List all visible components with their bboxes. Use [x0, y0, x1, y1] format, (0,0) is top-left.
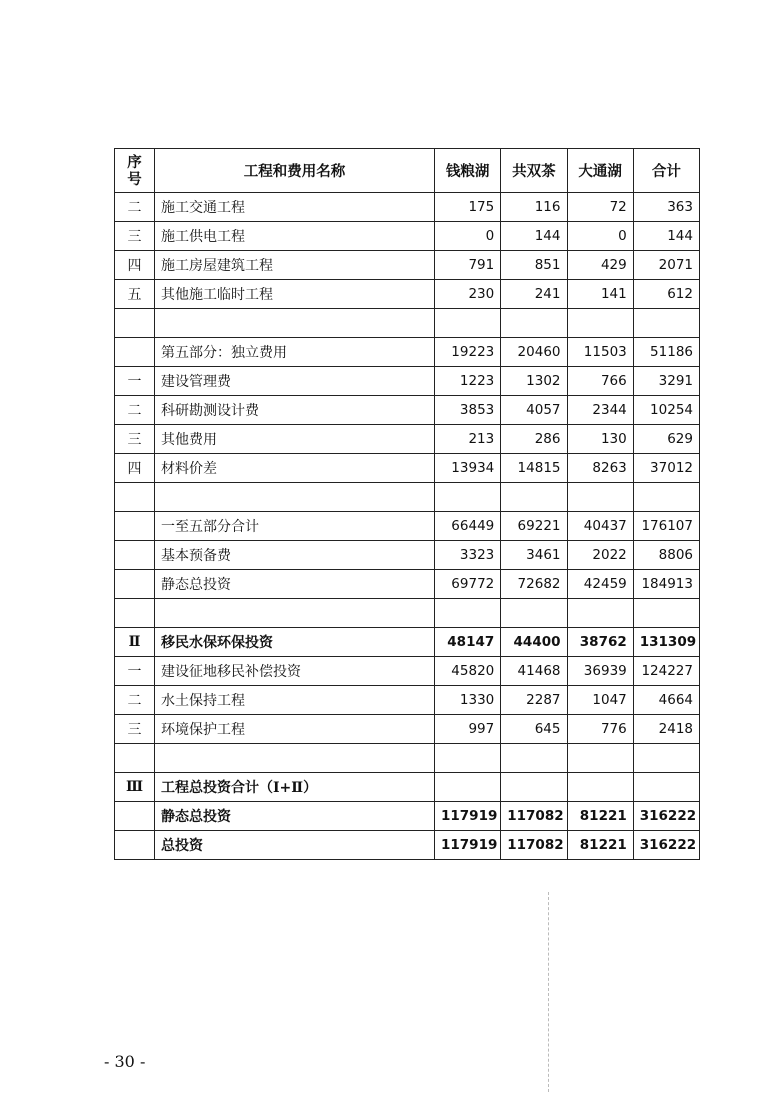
row-qianlianghu: 997 — [435, 715, 501, 744]
row-index — [115, 831, 155, 860]
row-qianlianghu: 13934 — [435, 454, 501, 483]
row-total: 4664 — [633, 686, 699, 715]
row-index — [115, 570, 155, 599]
row-name — [155, 483, 435, 512]
row-index — [115, 309, 155, 338]
row-name: 移民水保环保投资 — [155, 628, 435, 657]
row-name: 静态总投资 — [155, 570, 435, 599]
row-name: 施工供电工程 — [155, 222, 435, 251]
table-row — [115, 454, 700, 483]
row-name: 环境保护工程 — [155, 715, 435, 744]
header-name: 工程和费用名称 — [155, 149, 435, 193]
page-number: - 30 - — [104, 1052, 146, 1071]
row-qianlianghu — [435, 773, 501, 802]
row-name: 其他费用 — [155, 425, 435, 454]
row-index: 一 — [115, 657, 155, 686]
row-total: 131309 — [633, 628, 699, 657]
row-datonghu: 2022 — [567, 541, 633, 570]
row-total: 184913 — [633, 570, 699, 599]
row-datonghu — [567, 599, 633, 628]
row-datonghu — [567, 773, 633, 802]
row-gongshuangcha: 116 — [501, 193, 567, 222]
header-index-label: 序号 — [127, 153, 142, 188]
row-gongshuangcha: 117082 — [501, 831, 567, 860]
row-index: 三 — [115, 425, 155, 454]
row-datonghu: 36939 — [567, 657, 633, 686]
row-index — [115, 541, 155, 570]
table-row — [115, 396, 700, 425]
row-total: 176107 — [633, 512, 699, 541]
row-gongshuangcha: 1302 — [501, 367, 567, 396]
scan-artifact-line — [548, 892, 549, 1092]
row-qianlianghu — [435, 309, 501, 338]
table-row — [115, 773, 700, 802]
row-qianlianghu: 45820 — [435, 657, 501, 686]
table-row — [115, 831, 700, 860]
row-total — [633, 309, 699, 338]
row-gongshuangcha: 14815 — [501, 454, 567, 483]
table-row — [115, 599, 700, 628]
row-qianlianghu: 48147 — [435, 628, 501, 657]
table-row — [115, 309, 700, 338]
row-gongshuangcha — [501, 744, 567, 773]
row-total: 2071 — [633, 251, 699, 280]
row-name: 静态总投资 — [155, 802, 435, 831]
row-name: 一至五部分合计 — [155, 512, 435, 541]
header-total: 合计 — [633, 149, 699, 193]
row-gongshuangcha: 44400 — [501, 628, 567, 657]
row-total — [633, 744, 699, 773]
row-gongshuangcha: 286 — [501, 425, 567, 454]
row-datonghu: 81221 — [567, 802, 633, 831]
row-index: 四 — [115, 251, 155, 280]
row-name: 基本预备费 — [155, 541, 435, 570]
row-datonghu: 72 — [567, 193, 633, 222]
row-datonghu — [567, 483, 633, 512]
row-total — [633, 599, 699, 628]
table-row — [115, 193, 700, 222]
row-index: 三 — [115, 222, 155, 251]
header-gongshuangcha: 共双茶 — [501, 149, 567, 193]
header-datonghu: 大通湖 — [567, 149, 633, 193]
header-qianlianghu: 钱粮湖 — [435, 149, 501, 193]
row-total: 316222 — [633, 802, 699, 831]
row-qianlianghu — [435, 483, 501, 512]
row-total: 316222 — [633, 831, 699, 860]
row-datonghu: 766 — [567, 367, 633, 396]
row-name: 工程总投资合计（Ⅰ+Ⅱ） — [155, 773, 435, 802]
row-total: 2418 — [633, 715, 699, 744]
row-index: 一 — [115, 367, 155, 396]
row-total: 8806 — [633, 541, 699, 570]
table-row — [115, 541, 700, 570]
row-total — [633, 483, 699, 512]
row-gongshuangcha: 117082 — [501, 802, 567, 831]
row-datonghu: 130 — [567, 425, 633, 454]
row-qianlianghu: 117919 — [435, 831, 501, 860]
row-gongshuangcha: 20460 — [501, 338, 567, 367]
row-index — [115, 802, 155, 831]
row-name — [155, 309, 435, 338]
table-row — [115, 425, 700, 454]
row-datonghu: 776 — [567, 715, 633, 744]
row-index: Ⅱ — [115, 628, 155, 657]
row-total: 51186 — [633, 338, 699, 367]
row-qianlianghu: 3323 — [435, 541, 501, 570]
row-datonghu: 1047 — [567, 686, 633, 715]
row-datonghu: 2344 — [567, 396, 633, 425]
row-gongshuangcha — [501, 599, 567, 628]
table-row — [115, 657, 700, 686]
row-datonghu: 81221 — [567, 831, 633, 860]
row-name: 施工交通工程 — [155, 193, 435, 222]
table-row — [115, 338, 700, 367]
row-qianlianghu: 69772 — [435, 570, 501, 599]
row-name — [155, 744, 435, 773]
row-gongshuangcha: 69221 — [501, 512, 567, 541]
row-qianlianghu: 230 — [435, 280, 501, 309]
row-qianlianghu — [435, 599, 501, 628]
row-qianlianghu: 213 — [435, 425, 501, 454]
row-index — [115, 599, 155, 628]
row-gongshuangcha: 41468 — [501, 657, 567, 686]
table-row — [115, 628, 700, 657]
row-name: 第五部分：独立费用 — [155, 338, 435, 367]
row-qianlianghu: 175 — [435, 193, 501, 222]
header-index — [115, 149, 155, 193]
row-total: 363 — [633, 193, 699, 222]
row-name: 材料价差 — [155, 454, 435, 483]
row-name: 施工房屋建筑工程 — [155, 251, 435, 280]
row-gongshuangcha — [501, 773, 567, 802]
table-row — [115, 715, 700, 744]
row-index: 二 — [115, 396, 155, 425]
row-gongshuangcha: 144 — [501, 222, 567, 251]
row-qianlianghu: 1330 — [435, 686, 501, 715]
row-name: 水土保持工程 — [155, 686, 435, 715]
row-gongshuangcha — [501, 309, 567, 338]
table-row — [115, 280, 700, 309]
row-name: 其他施工临时工程 — [155, 280, 435, 309]
row-total: 124227 — [633, 657, 699, 686]
row-index: Ⅲ — [115, 773, 155, 802]
table-header-row — [115, 149, 700, 193]
row-gongshuangcha: 241 — [501, 280, 567, 309]
row-gongshuangcha: 4057 — [501, 396, 567, 425]
row-datonghu: 42459 — [567, 570, 633, 599]
row-index: 二 — [115, 193, 155, 222]
row-name: 建设管理费 — [155, 367, 435, 396]
row-total: 144 — [633, 222, 699, 251]
row-qianlianghu: 19223 — [435, 338, 501, 367]
row-qianlianghu: 0 — [435, 222, 501, 251]
row-gongshuangcha — [501, 483, 567, 512]
row-name — [155, 599, 435, 628]
row-datonghu — [567, 309, 633, 338]
row-qianlianghu: 1223 — [435, 367, 501, 396]
row-name: 总投资 — [155, 831, 435, 860]
row-total — [633, 773, 699, 802]
row-qianlianghu: 66449 — [435, 512, 501, 541]
row-datonghu: 0 — [567, 222, 633, 251]
row-index: 五 — [115, 280, 155, 309]
row-datonghu: 8263 — [567, 454, 633, 483]
row-qianlianghu: 3853 — [435, 396, 501, 425]
row-index — [115, 338, 155, 367]
row-name: 科研勘测设计费 — [155, 396, 435, 425]
row-qianlianghu: 791 — [435, 251, 501, 280]
table-row — [115, 686, 700, 715]
row-datonghu: 11503 — [567, 338, 633, 367]
table-row — [115, 744, 700, 773]
table-row — [115, 251, 700, 280]
row-qianlianghu — [435, 744, 501, 773]
row-total: 10254 — [633, 396, 699, 425]
table-row — [115, 222, 700, 251]
row-qianlianghu: 117919 — [435, 802, 501, 831]
row-index: 四 — [115, 454, 155, 483]
table-row — [115, 570, 700, 599]
row-total: 37012 — [633, 454, 699, 483]
row-total: 629 — [633, 425, 699, 454]
row-gongshuangcha: 645 — [501, 715, 567, 744]
table-body — [115, 193, 700, 860]
row-index — [115, 512, 155, 541]
row-total: 3291 — [633, 367, 699, 396]
table-row — [115, 802, 700, 831]
row-gongshuangcha: 3461 — [501, 541, 567, 570]
row-datonghu: 38762 — [567, 628, 633, 657]
table-row — [115, 367, 700, 396]
row-datonghu: 40437 — [567, 512, 633, 541]
row-index — [115, 483, 155, 512]
row-datonghu — [567, 744, 633, 773]
row-datonghu: 141 — [567, 280, 633, 309]
table-row — [115, 512, 700, 541]
row-gongshuangcha: 72682 — [501, 570, 567, 599]
investment-table — [114, 148, 700, 860]
row-name: 建设征地移民补偿投资 — [155, 657, 435, 686]
row-index: 二 — [115, 686, 155, 715]
row-datonghu: 429 — [567, 251, 633, 280]
row-gongshuangcha: 2287 — [501, 686, 567, 715]
table-row — [115, 483, 700, 512]
row-gongshuangcha: 851 — [501, 251, 567, 280]
row-total: 612 — [633, 280, 699, 309]
row-index: 三 — [115, 715, 155, 744]
row-index — [115, 744, 155, 773]
